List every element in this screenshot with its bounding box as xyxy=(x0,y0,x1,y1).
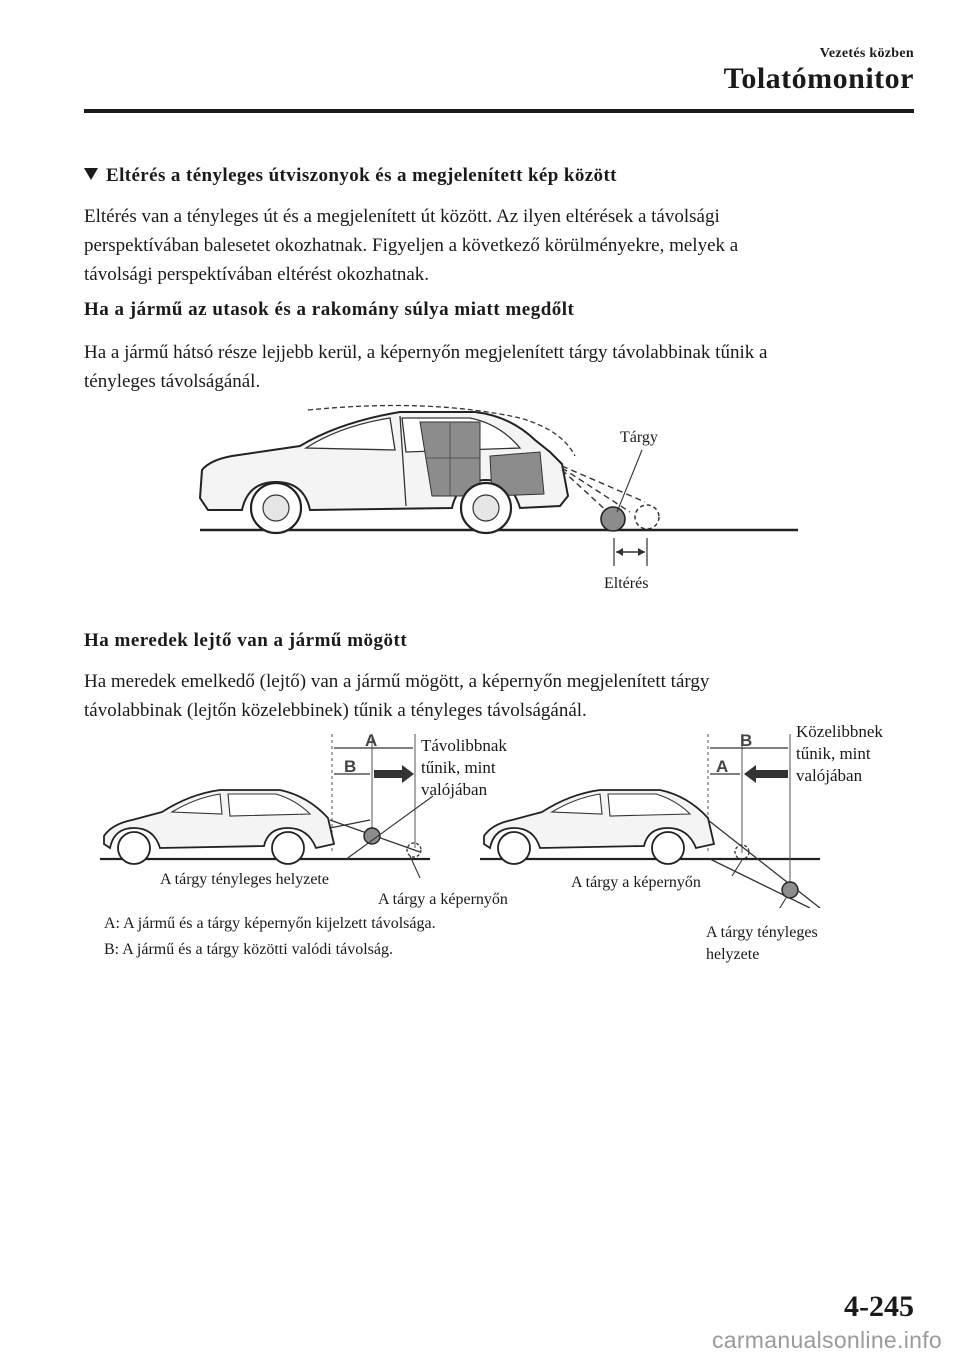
section2-paragraph xyxy=(84,667,914,725)
object-actual xyxy=(601,507,625,531)
camera-sightline xyxy=(708,820,820,908)
car-rear-wheel xyxy=(272,832,304,864)
main-heading-text: Eltérés a tényleges útviszonyok és a megjelenített kép között xyxy=(106,165,617,186)
intro-line: távolsági perspektívában eltérést okozhatnak. xyxy=(84,264,430,285)
leader-line xyxy=(345,796,433,860)
page-title: Tolatómonitor xyxy=(723,62,914,95)
car-front-hub xyxy=(263,495,289,521)
object-actual xyxy=(782,882,798,898)
figure-legend xyxy=(104,913,436,961)
figure-uphill xyxy=(90,728,450,878)
main-heading xyxy=(84,165,617,187)
section-label: Vezetés közben xyxy=(819,46,914,61)
note-line: valójában xyxy=(796,766,863,785)
section1-paragraph xyxy=(84,338,914,396)
header-rule xyxy=(84,109,914,113)
triangle-bullet-icon xyxy=(84,168,98,180)
letter-b: B xyxy=(740,731,753,750)
note-line: tűnik, mint xyxy=(796,744,871,763)
car-front-wheel xyxy=(118,832,150,864)
intro-paragraph xyxy=(84,202,914,289)
section2-line: Ha meredek emelkedő (lejtő) van a jármű mögött, a képernyőn megjelenített tárgy xyxy=(84,671,710,692)
section1-heading: Ha a jármű az utasok és a rakomány súlya miatt megdőlt xyxy=(84,299,575,320)
letter-a: A xyxy=(716,757,729,776)
car-rear-hub xyxy=(473,495,499,521)
note-line: valójában xyxy=(421,780,488,799)
section2-line: távolabbinak (lejtőn közelebbinek) tűnik a tényleges távolságánál. xyxy=(84,700,587,721)
car-rear-wheel xyxy=(652,832,684,864)
camera-sightline xyxy=(562,470,610,514)
farther-arrow xyxy=(374,765,414,783)
legend-a: A: A jármű és a tárgy képernyőn kijelzett távolsága. xyxy=(104,915,436,932)
note-line: Távolibbnak xyxy=(421,736,507,755)
figure2-left-screen-label: A tárgy a képernyőn xyxy=(378,891,508,908)
figure2-left-actual-label: A tárgy tényleges helyzete xyxy=(160,871,329,888)
legend-b: B: A jármű és a tárgy közötti valódi távolság. xyxy=(104,941,393,958)
note-line: tűnik, mint xyxy=(421,758,496,777)
section1-line: tényleges távolságánál. xyxy=(84,371,261,392)
camera-sightline xyxy=(562,466,645,502)
leader-line xyxy=(770,898,786,908)
label-line: helyzete xyxy=(706,946,760,963)
figure-tilted-vehicle xyxy=(190,398,810,608)
figure1-label-object: Tárgy xyxy=(620,429,658,446)
car-front-wheel xyxy=(498,832,530,864)
note-line: Közelibbnek xyxy=(796,722,883,741)
figure2-right-note xyxy=(796,721,883,787)
closer-arrow xyxy=(744,765,788,783)
letter-b: B xyxy=(344,757,357,776)
figure1-label-difference: Eltérés xyxy=(604,575,649,592)
page-number: 4-245 xyxy=(844,1290,914,1323)
difference-arrowhead xyxy=(638,548,645,556)
label-line: A tárgy tényleges xyxy=(706,924,818,941)
watermark: carmanualsonline.info xyxy=(711,1327,942,1353)
difference-arrowhead xyxy=(616,548,623,556)
object-displayed xyxy=(635,505,659,529)
intro-line: perspektívában balesetet okozhatnak. Figyeljen a következő körülményekre, melyek a xyxy=(84,235,739,256)
section2-heading: Ha meredek lejtő van a jármű mögött xyxy=(84,630,408,651)
figure2-right-screen-label: A tárgy a képernyőn xyxy=(571,874,701,891)
figure2-right-actual-label xyxy=(706,922,818,966)
section1-line: Ha a jármű hátsó része lejjebb kerül, a képernyőn megjelenített tárgy távolabbinak tűnik a xyxy=(84,342,768,363)
intro-line: Eltérés van a tényleges út és a megjelenített út között. Az ilyen eltérések a távolsági xyxy=(84,206,720,227)
object-leader-line xyxy=(617,450,642,512)
letter-a: A xyxy=(365,731,378,750)
